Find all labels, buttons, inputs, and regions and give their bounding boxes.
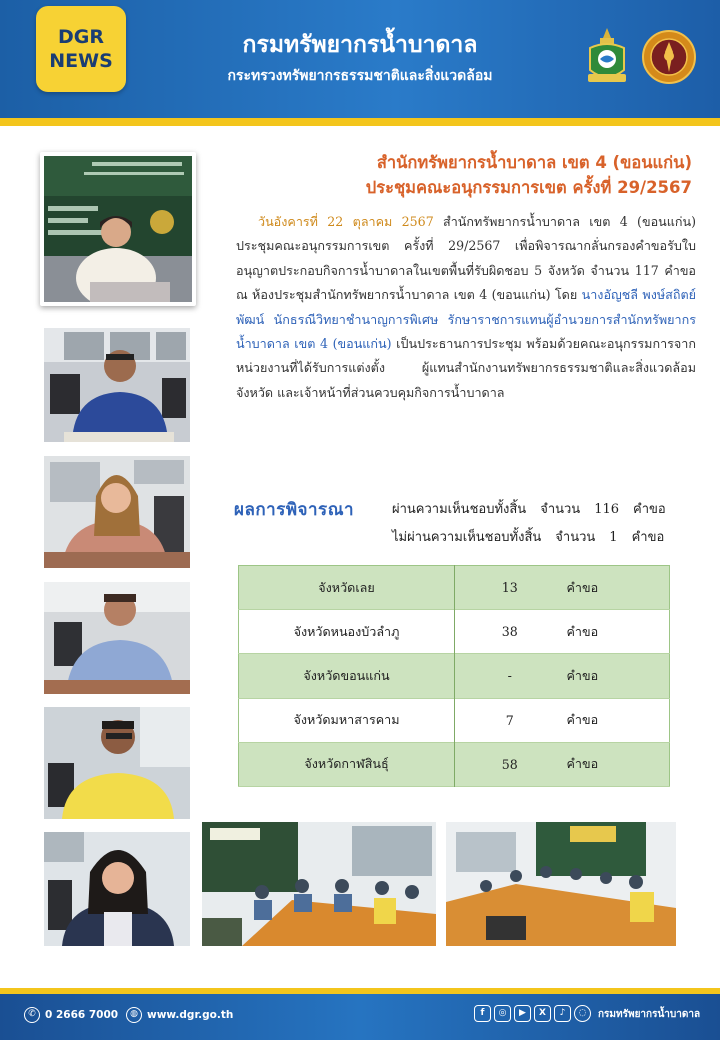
phone-icon: ✆ bbox=[24, 1007, 40, 1023]
committee-member-photo-2 bbox=[44, 456, 190, 568]
count-cell: 38 bbox=[455, 610, 565, 654]
results-pass-line bbox=[392, 498, 666, 522]
footer-org-name: กรมทรัพยากรน้ำบาดาล bbox=[598, 1009, 701, 1020]
line-icon[interactable]: ◌ bbox=[574, 1005, 591, 1022]
x-icon[interactable]: X bbox=[534, 1005, 551, 1022]
count-cell: - bbox=[455, 654, 565, 698]
ministry-subtitle: กระทรวงทรัพยากรธรรมชาติและสิ่งแวดล้อม bbox=[227, 68, 493, 84]
table-row bbox=[239, 566, 670, 610]
committee-member-photo-4 bbox=[44, 707, 190, 819]
committee-member-photo-3 bbox=[44, 582, 190, 694]
article-body bbox=[236, 210, 696, 405]
unit-cell: คำขอ bbox=[565, 742, 670, 786]
org-title: กรมทรัพยากรน้ำบาดาล bbox=[242, 32, 478, 58]
province-cell: จังหวัดหนองบัวลำภู bbox=[239, 610, 455, 654]
table-row bbox=[239, 698, 670, 742]
unit-cell: คำขอ bbox=[565, 654, 670, 698]
results-fail-line bbox=[392, 526, 664, 550]
fail-word: จำนวน bbox=[555, 530, 596, 545]
chairperson-name: นางอัญชลี พงษ์สถิตย์พัฒน์ นักธรณีวิทยาชำนาญการพิเศษ รักษาราชการแทนผู้อำนวยการสำนักทรัพยากรน้ำบาดาล เขต 4 (ขอนแก่น) bbox=[236, 287, 697, 352]
pass-count: 116 bbox=[594, 502, 620, 517]
province-cell: จังหวัดขอนแก่น bbox=[239, 654, 455, 698]
province-cell: จังหวัดเลย bbox=[239, 566, 455, 610]
ministry-seal-logo bbox=[642, 28, 696, 86]
facebook-icon[interactable]: f bbox=[474, 1005, 491, 1022]
pass-unit: คำขอ bbox=[633, 502, 666, 517]
footer-website[interactable] bbox=[126, 1006, 233, 1024]
fail-text: ไม่ผ่านความเห็นชอบทั้งสิ้น bbox=[392, 530, 542, 545]
badge-line-2: NEWS bbox=[49, 50, 113, 72]
province-cell: จังหวัดกาฬสินธุ์ bbox=[239, 742, 455, 786]
footer-phone[interactable] bbox=[24, 1006, 118, 1024]
count-cell: 13 bbox=[455, 566, 565, 610]
dgr-news-badge bbox=[36, 6, 126, 92]
unit-cell: คำขอ bbox=[565, 566, 670, 610]
youtube-icon[interactable]: ▶ bbox=[514, 1005, 531, 1022]
unit-cell: คำขอ bbox=[565, 610, 670, 654]
article-title-line-2: ประชุมคณะอนุกรรมการเขต ครั้งที่ 29/2567 bbox=[365, 178, 692, 197]
globe-icon: ◍ bbox=[126, 1007, 142, 1023]
committee-member-photo-5 bbox=[44, 832, 190, 946]
table-row bbox=[239, 610, 670, 654]
count-cell: 58 bbox=[455, 742, 565, 786]
dgr-emblem-logo bbox=[582, 26, 632, 88]
meeting-room-photo-2 bbox=[446, 822, 676, 946]
fail-unit: คำขอ bbox=[631, 530, 665, 545]
pass-text: ผ่านความเห็นชอบทั้งสิ้น bbox=[392, 502, 527, 517]
header-accent-stripe bbox=[0, 118, 720, 126]
phone-number: 0 2666 7000 bbox=[45, 1009, 119, 1021]
tiktok-icon[interactable]: ♪ bbox=[554, 1005, 571, 1022]
website-url: www.dgr.go.th bbox=[147, 1009, 234, 1021]
table-row bbox=[239, 742, 670, 786]
article-title-line-1: สำนักทรัพยากรน้ำบาดาล เขต 4 (ขอนแก่น) bbox=[376, 153, 692, 172]
unit-cell: คำขอ bbox=[565, 698, 670, 742]
pass-word: จำนวน bbox=[540, 502, 581, 517]
table-row bbox=[239, 654, 670, 698]
results-label: ผลการพิจารณา bbox=[234, 500, 355, 520]
count-cell: 7 bbox=[455, 698, 565, 742]
article-title bbox=[232, 150, 692, 200]
meeting-room-photo-1 bbox=[202, 822, 436, 946]
badge-line-1: DGR bbox=[58, 26, 104, 48]
committee-member-photo-1 bbox=[44, 328, 190, 442]
province-results-table bbox=[238, 565, 670, 787]
meeting-date: วันอังคารที่ 22 ตุลาคม 2567 bbox=[258, 214, 434, 229]
chairperson-photo bbox=[40, 152, 196, 306]
body-part-1: สำนักทรัพยากรน้ำบาดาล เขต 4 (ขอนแก่น) ประชุมคณะอนุกรรมการเขต ครั้งที่ 29/2567 เพื่อพิจารณากลั่นกรองคำขอรับใบอนุญาตประกอบกิจการน้ำบาดาลในเขตพื้นที่รับผิดชอบ 5 จังหวัด จำนวน 117 คำขอ ณ ห้องประชุมสำนักทรัพยากรน้ำบาดาล เขต 4 (ขอนแก่น) โดย bbox=[236, 214, 697, 303]
fail-count: 1 bbox=[609, 530, 618, 545]
body-part-2: เป็นประธานการประชุม พร้อมด้วยคณะอนุกรรมการจากหน่วยงานที่ได้รับการแต่งตั้ง ผู้แทนสำนักงานทรัพยากรธรรมชาติและสิ่งแวดล้อมจังหวัด และเจ้าหน้าที่ส่วนควบคุมกิจการน้ำบาดาล bbox=[236, 336, 696, 400]
province-cell: จังหวัดมหาสารคาม bbox=[239, 698, 455, 742]
instagram-icon[interactable]: ◎ bbox=[494, 1005, 511, 1022]
